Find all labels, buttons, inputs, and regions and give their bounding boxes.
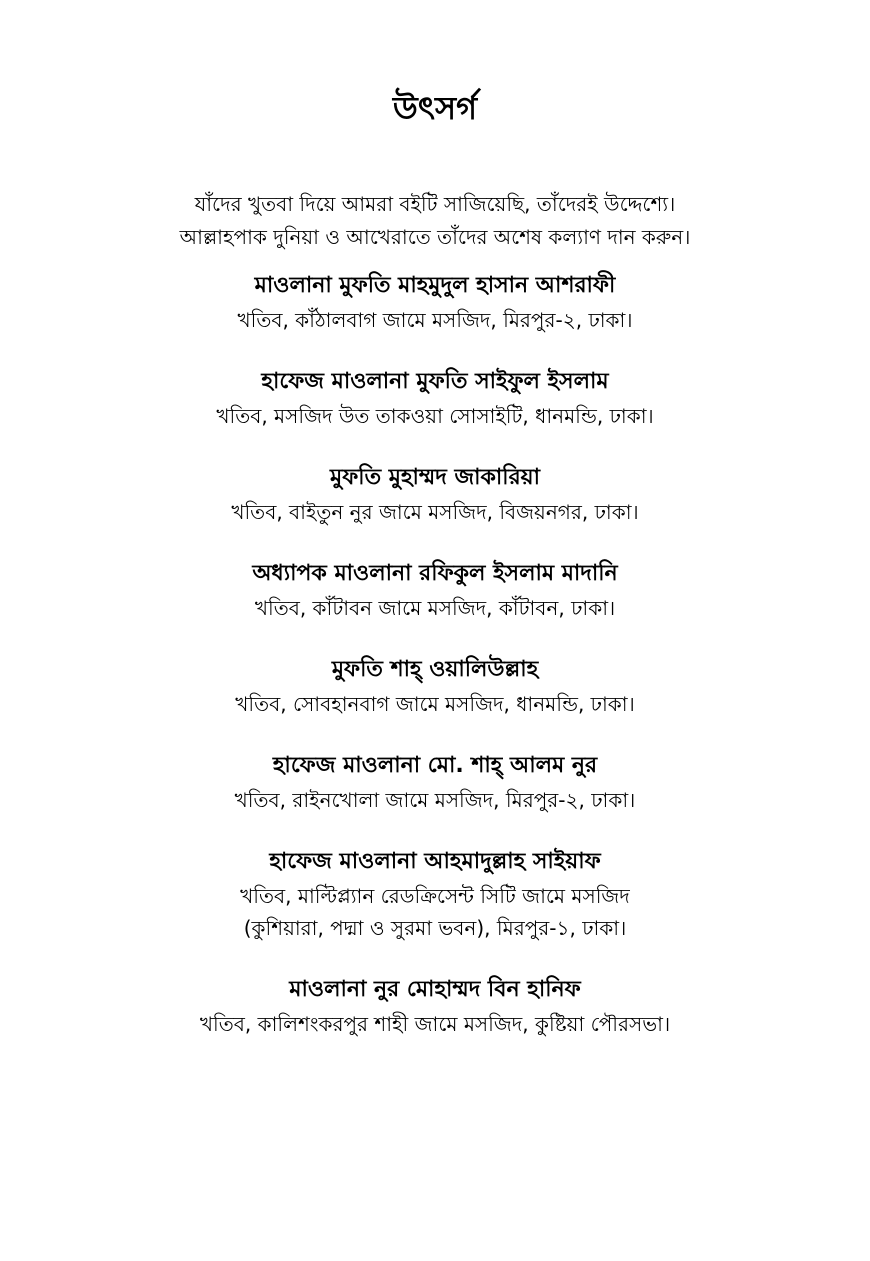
dedicatee-role: খতিব, রাইনখোলা জামে মসজিদ, মিরপুর-২, ঢাকা।	[234, 788, 636, 812]
dedicatee-role: খতিব, কাঁঠালবাগ জামে মসজিদ, মিরপুর-২, ঢাকা।	[237, 308, 633, 332]
dedicatee-entry	[0, 364, 870, 432]
dedicatee-name: হাফেজ মাওলানা মুফতি সাইফুল ইসলাম	[261, 369, 609, 394]
dedicatee-name: মাওলানা মুফতি মাহমুদুল হাসান আশরাফী	[254, 273, 616, 298]
dedicatee-name: হাফেজ মাওলানা মো. শাহ্ আলম নুর	[272, 753, 598, 778]
dedicatee-entry	[0, 972, 870, 1040]
dedicatee-name: মাওলানা নুর মোহাম্মদ বিন হানিফ	[289, 977, 581, 1002]
intro-text	[0, 188, 870, 254]
intro-line: আল্লাহপাক দুনিয়া ও আখেরাতে তাঁদের অশেষ কল্যাণ দান করুন।	[179, 225, 691, 249]
dedicatee-role: খতিব, কালিশংকরপুর শাহী জামে মসজিদ, কুষ্টিয়া পৌরসভা।	[199, 1012, 671, 1036]
dedicatee-name: অধ্যাপক মাওলানা রফিকুল ইসলাম মাদানি	[252, 561, 618, 586]
dedicatee-entry	[0, 652, 870, 720]
dedicatee-role: খতিব, সোবহানবাগ জামে মসজিদ, ধানমন্ডি, ঢাকা।	[235, 692, 635, 716]
dedicatee-entry	[0, 268, 870, 336]
intro-line: যাঁদের খুতবা দিয়ে আমরা বইটি সাজিয়েছি, তাঁদেরই উদ্দেশ্যে।	[194, 192, 676, 216]
dedicatee-list	[0, 268, 870, 1040]
dedicatee-role: খতিব, মাল্টিপ্ল্যান রেডক্রিসেন্ট সিটি জামে মসজিদ	[240, 884, 630, 908]
dedicatee-entry	[0, 460, 870, 528]
dedicatee-entry	[0, 556, 870, 624]
dedicatee-entry	[0, 844, 870, 944]
dedicatee-role: খতিব, বাইতুন নুর জামে মসজিদ, বিজয়নগর, ঢাকা।	[231, 500, 639, 524]
dedicatee-role: খতিব, কাঁটাবন জামে মসজিদ, কাঁটাবন, ঢাকা।	[254, 596, 616, 620]
dedicatee-name: মুফতি মুহাম্মদ জাকারিয়া	[329, 465, 541, 490]
dedicatee-role: খতিব, মসজিদ উত তাকওয়া সোসাইটি, ধানমন্ডি, ঢাকা।	[216, 404, 654, 428]
dedicatee-name: হাফেজ মাওলানা আহমাদুল্লাহ সাইয়াফ	[269, 849, 601, 874]
dedicatee-name: মুফতি শাহ্ ওয়ালিউল্লাহ	[331, 657, 539, 682]
page-title: উৎসর্গ	[392, 89, 478, 127]
dedicatee-entry	[0, 748, 870, 816]
dedicatee-role: (কুশিয়ারা, পদ্মা ও সুরমা ভবন), মিরপুর-১, ঢাকা।	[243, 916, 627, 940]
